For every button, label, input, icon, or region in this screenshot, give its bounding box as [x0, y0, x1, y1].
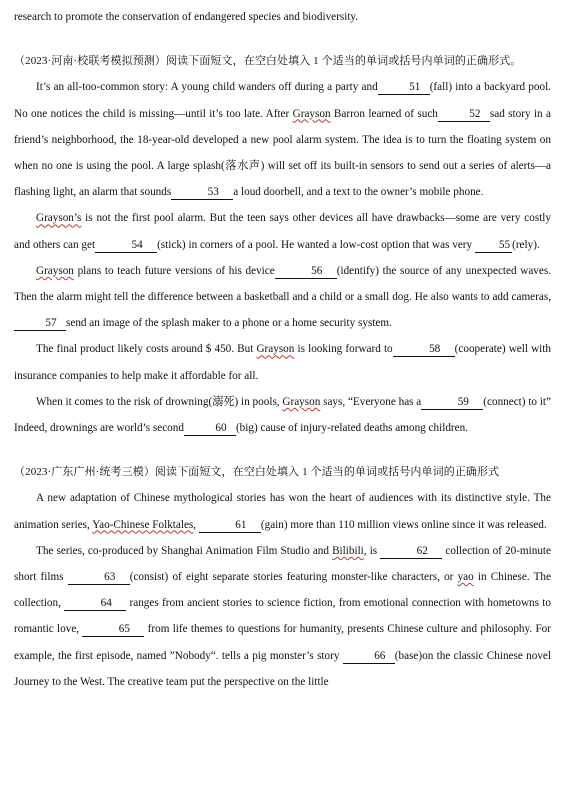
text: sad story in a friend’s neighborhood, the 18-year-old developed a new pool alarm system. The idea is to turn the floating system on when no one is using the pool. A large splash(落水声) will set off its built-in sensors to send out a series of alerts—a flashing light, an alarm that sounds — [14, 107, 551, 199]
name-grayson: Grayson — [292, 107, 331, 120]
name-grayson: Grayson — [36, 264, 74, 277]
blank-55[interactable]: 55 — [475, 238, 512, 253]
text: When it comes to the risk of drowning(溺死) in pools, — [36, 395, 283, 408]
text: (rely). — [512, 238, 540, 251]
text: Barron learned of such — [330, 107, 438, 120]
blank-51[interactable]: 51 — [378, 80, 430, 95]
text: , — [193, 518, 199, 531]
name-bilibili: Bilibili — [332, 544, 364, 557]
section-gap — [14, 441, 551, 459]
text: (cooperate) well with insurance companies to help make it affordable for all. — [14, 343, 551, 382]
s1-paragraph-4 — [14, 336, 551, 388]
text: (identify) the source of any unexpected waves. Then the alarm might tell the difference between a basketball and a child or a small dog. He also wants to add cameras, — [14, 264, 552, 304]
text: It’s an all-too-common story: A young child wanders off during a party and — [36, 81, 378, 94]
blank-52[interactable]: 52 — [438, 107, 490, 122]
word-yao: yao — [457, 571, 474, 584]
section-2-heading: （2023·广东广州·统考三模）阅读下面短文，在空白处填入 1 个适当的单词或括号内单词的正确形式 — [14, 466, 500, 479]
text: , is — [363, 544, 381, 557]
blank-63[interactable]: 63 — [68, 570, 130, 585]
text: A new adaptation of Chinese mythological stories has won the heart of audiences with its distinctive style. The animation series, — [14, 492, 551, 531]
text: (stick) in corners of a pool. He wanted a low-cost option that was very — [157, 238, 475, 251]
name-grayson: Grayson — [256, 343, 295, 356]
text: (connect) to it” Indeed, drownings are world’s second — [14, 395, 551, 435]
text: (gain) more than 110 million views online since it was released. — [260, 518, 547, 531]
blank-59[interactable]: 59 — [421, 395, 483, 410]
text: is not the first pool alarm. But the teen says other devices all have drawbacks—some are very costly and others can get — [14, 212, 551, 251]
text: from life themes to questions for humanity, presents Chinese culture and philosophy. For example, the first episode, named ”Nobody“. tells a pig monster’s story — [14, 623, 551, 662]
intro-line: research to promote the conservation of endangered species and biodiversity. — [14, 11, 359, 23]
blank-53[interactable]: 53 — [171, 185, 233, 200]
blank-60[interactable]: 60 — [184, 421, 236, 436]
s2-paragraph-2 — [14, 538, 551, 695]
blank-54[interactable]: 54 — [95, 238, 157, 253]
text: (fall) into a backyard pool. No one notices the child is missing—until it’s too late. After — [14, 81, 551, 120]
blank-66[interactable]: 66 — [343, 649, 395, 664]
text: collection of 20-minute short films — [14, 544, 551, 584]
text: (consist) of eight separate stories featuring monster-like characters, or — [129, 571, 458, 584]
section-gap — [14, 30, 551, 48]
s1-paragraph-2 — [14, 205, 551, 257]
s2-paragraph-1 — [14, 485, 551, 537]
text: The series, co-produced by Shanghai Animation Film Studio and — [36, 544, 333, 557]
text: says, “Everyone has a — [320, 395, 422, 408]
text: (base)on the classic Chinese novel Journey to the West. The creative team put the perspective on the little — [14, 649, 552, 688]
title-yao-folktales: Yao-Chinese Folktales — [92, 518, 194, 531]
text: send an image of the splash maker to a phone or a home security system. — [66, 317, 392, 330]
s1-paragraph-1 — [14, 74, 551, 205]
blank-58[interactable]: 58 — [393, 342, 455, 357]
s1-paragraph-3 — [14, 258, 551, 337]
name-grayson: Grayson — [282, 395, 321, 408]
text: (big) cause of injury-related deaths among children. — [235, 422, 469, 435]
section-1-heading: （2023·河南·校联考模拟预测）阅读下面短文，在空白处填入 1 个适当的单词或括号内单词的正确形式。 — [14, 55, 522, 68]
blank-62[interactable]: 62 — [380, 544, 442, 559]
blank-64[interactable]: 64 — [64, 596, 126, 611]
text: ranges from ancient stories to science fiction, from emotional connection with hometowns to romantic love, — [14, 597, 551, 636]
text: in Chinese. The collection, — [14, 571, 551, 610]
text: The final product likely costs around $ 450. But — [36, 343, 257, 356]
name-graysons: Grayson’s — [36, 212, 82, 225]
blank-61[interactable]: 61 — [199, 518, 261, 533]
text: plans to teach future versions of his device — [73, 264, 275, 277]
blank-56[interactable]: 56 — [275, 264, 337, 279]
s1-paragraph-5 — [14, 389, 551, 441]
text: a loud doorbell, and a text to the owner’s mobile phone. — [233, 186, 484, 199]
blank-57[interactable]: 57 — [14, 316, 66, 331]
text: is looking forward to — [294, 343, 393, 356]
blank-65[interactable]: 65 — [82, 622, 144, 637]
